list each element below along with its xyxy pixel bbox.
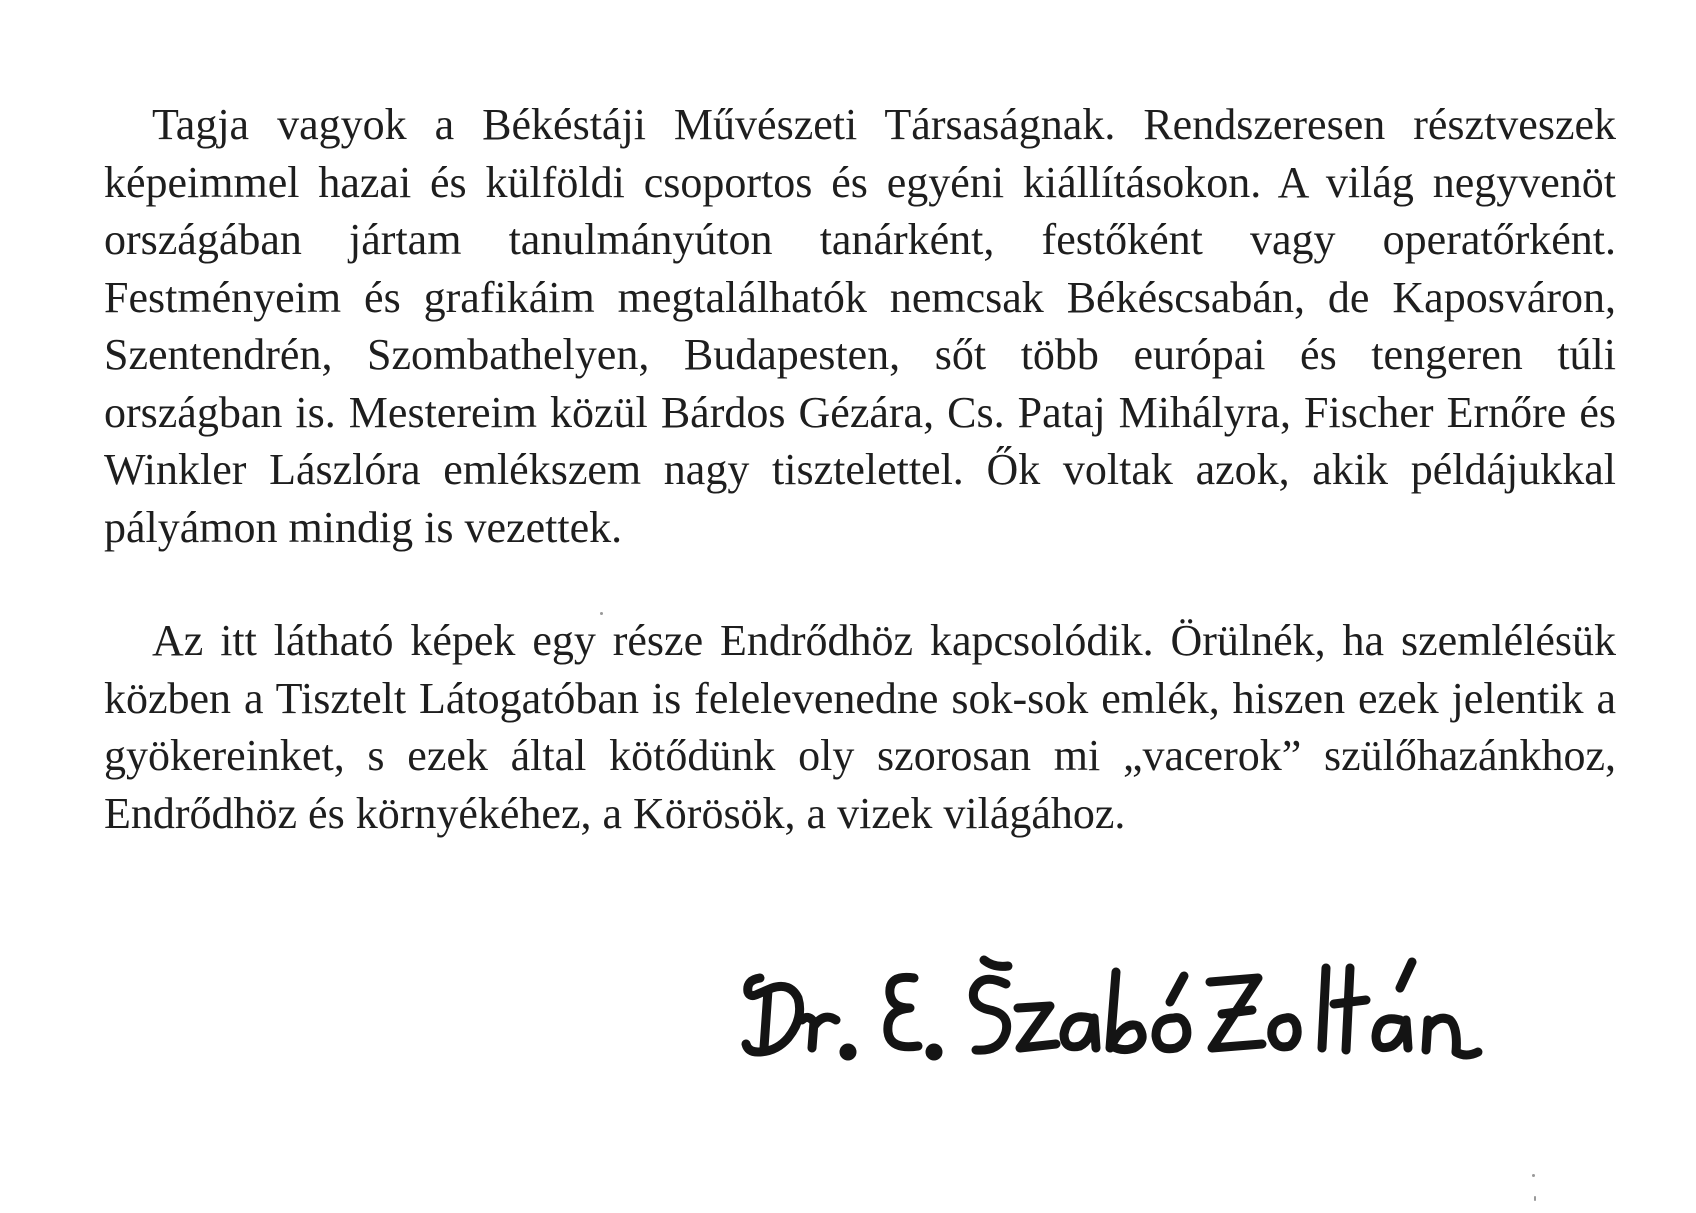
scan-speck	[1532, 1174, 1535, 1177]
paragraph-2: Az itt látható képek egy része Endrődhöz kapcsolódik. Örülnék, ha szemlélésük közben a Tisztelt Látogatóban is felelevenedne sok-sok emlék, hiszen ezek jelentik a gyökereinket, s ezek által kötődünk oly szorosan mi „vacerok” szülőhazánkhoz, Endrődhöz és környékéhez, a Körösök, a vizek világához.	[104, 616, 1616, 838]
paragraph-1: Tagja vagyok a Békéstáji Művészeti Társaságnak. Rendszeresen résztveszek képeimmel hazai és külföldi csoportos és egyéni kiállításokon. A világ negyvenöt országában jártam tanulmányúton tanárként, festőként vagy operatőrként. Festményeim és grafikáim megtalálhatók nemcsak Békéscsabán, de Kaposváron, Szentendrén, Szombathelyen, Budapesten, sőt több európai és tengeren túli országban is. Mestereim közül Bárdos Gézára, Cs. Pataj Mihályra, Fischer Ernőre és Winkler Lászlóra emlékszem nagy tisztelettel. Ők voltak azok, akik példájukkal pályámon mindig is vezettek.	[104, 100, 1616, 552]
body-text	[104, 96, 1616, 842]
scan-speck	[1534, 1196, 1536, 1201]
scan-speck	[600, 612, 603, 615]
handwritten-signature	[738, 948, 1638, 1128]
signature-drawing	[738, 948, 1638, 1128]
